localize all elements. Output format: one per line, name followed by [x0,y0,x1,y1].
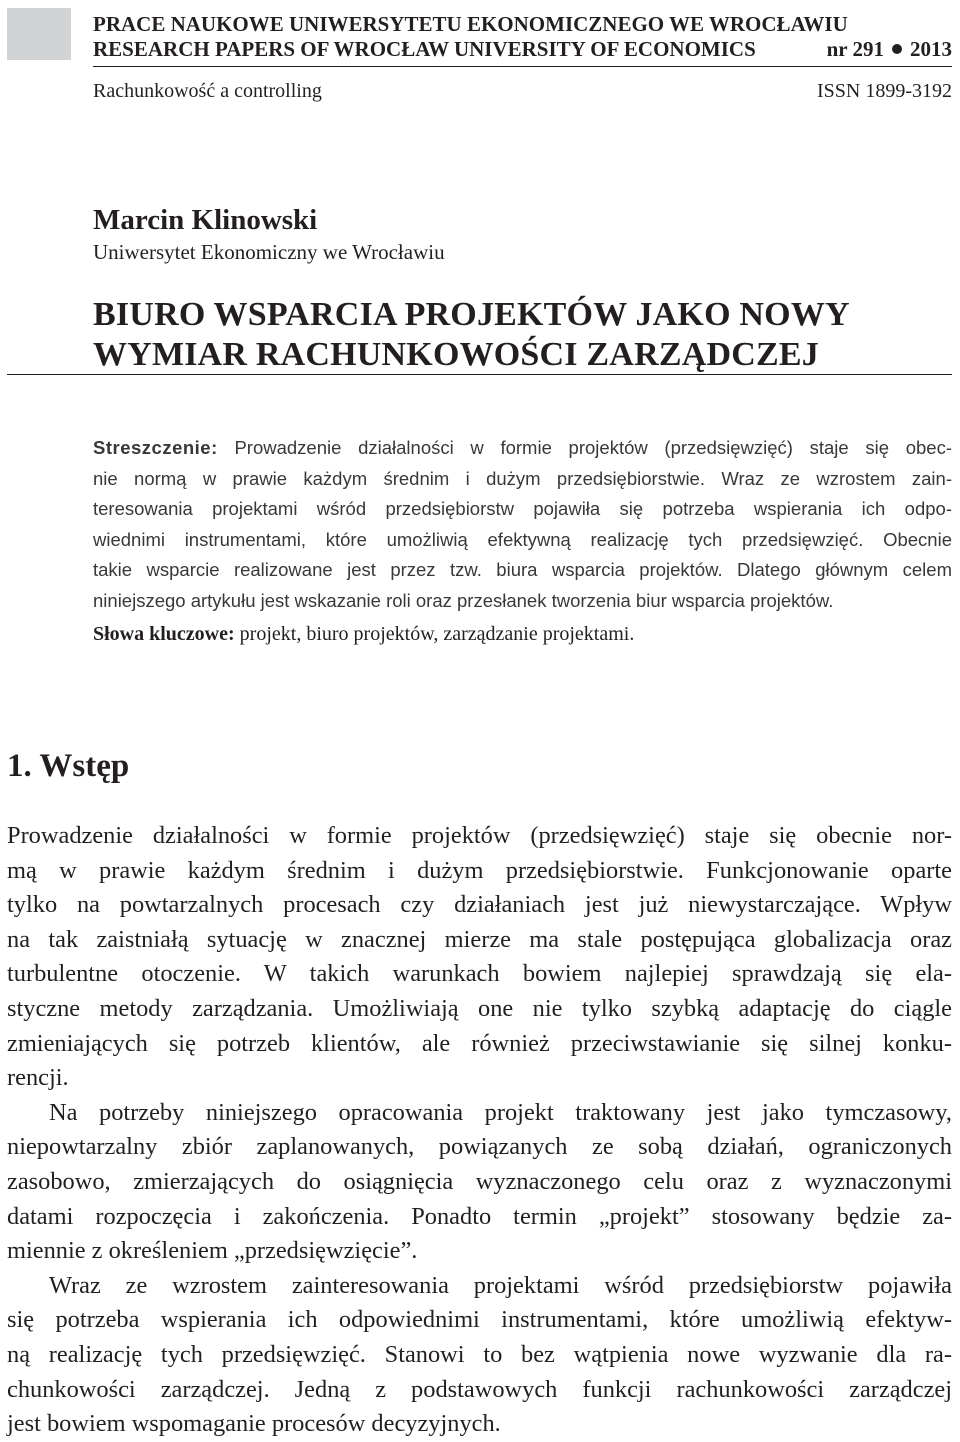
abstract-line: nie normą w prawie każdym średnim i dużym przedsiębiorstwie. Wraz ze wzrostem zain- [93,467,952,489]
keywords-label: Słowa kluczowe: [93,623,235,645]
author-name: Marcin Klinowski [93,204,318,236]
body-line: miennie z określeniem „przedsięwzięcie”. [7,1237,418,1265]
body-line: Prowadzenie działalności w formie projektów (przedsięwzięć) staje się obecnie nor- [7,822,952,849]
bullet-dot-icon [892,44,902,54]
section-body [7,819,952,1442]
author-affiliation: Uniwersytet Ekonomiczny we Wrocławiu [93,240,445,264]
keywords-text: projekt, biuro projektów, zarządzanie projektami. [239,623,635,645]
body-line: zasobowo, zmierzających do osiągnięcia wyznaczonego celu oraz z wyznaczonymi [7,1167,952,1195]
issn: ISSN 1899-3192 [816,80,952,102]
body-line: Na potrzeby niniejszego opracowania projekt traktowany jest jako tymczasowy, [49,1098,952,1126]
title-line-2: WYMIAR RACHUNKOWOŚCI ZARZĄDCZEJ [93,336,819,373]
issue-info [827,37,952,61]
journal-name-pl: PRACE NAUKOWE UNIWERSYTETU EKONOMICZNEGO WE WROCŁAWIU [93,12,848,36]
body-line: ną realizację tych przedsięwzięć. Stanowi to bez wątpienia nowe wyzwanie dla ra- [7,1340,952,1368]
body-line: styczne metody zarządzania. Umożliwiają one nie tylko szybką adaptację do ciągle [7,994,952,1022]
keywords [93,620,634,648]
body-line: rencji. [7,1064,69,1092]
paragraph-1 [7,819,952,1096]
body-line: chunkowości zarządczej. Jedną z podstawowych funkcji rachunkowości zarządczej [7,1375,952,1403]
abstract-line: wiednimi instrumentami, które umożliwią efektywną realizację tych przedsięwzięć. Obecnie [93,528,952,550]
journal-name-en: RESEARCH PAPERS OF WROCŁAW UNIVERSITY OF ECONOMICS [93,37,756,61]
body-line: jest bowiem wspomaganie procesów decyzyjnych. [7,1410,501,1438]
abstract [93,433,952,616]
body-line: zmieniających się potrzeb klientów, ale również przeciwstawianie się silnej konku- [7,1029,952,1057]
body-line: niepowtarzalny zbiór zaplanowanych, powiązanych ze sobą działań, ograniczonych [7,1133,952,1161]
title-line-1: BIURO WSPARCIA PROJEKTÓW JAKO NOWY [93,296,850,333]
body-line: turbulentne otoczenie. W takich warunkach bowiem najlepiej sprawdzają się ela- [7,960,952,988]
body-line: się potrzeba wspierania ich odpowiednimi instrumentami, które umożliwią efektyw- [7,1306,952,1334]
issue-number: nr 291 [826,37,884,61]
section-heading: 1. Wstęp [7,748,130,784]
article-title [93,295,850,375]
body-line: Wraz ze wzrostem zainteresowania projektami wśród przedsiębiorstw pojawiła [49,1271,952,1299]
body-line: na tak zaistniałą sytuację w znacznej mierze ma stale postępująca globalizacja oraz [7,925,952,953]
body-line: datami rozpoczęcia i zakończenia. Ponadto termin „projekt” stosowany będzie za- [7,1202,952,1230]
abstract-label: Streszczenie: [93,437,218,458]
abstract-line: niniejszego artykułu jest wskazanie roli oraz przesłanek tworzenia biur wsparcia projektów. [93,589,834,611]
body-line: mą w prawie każdym średnim i dużym przedsiębiorstwie. Funkcjonowanie oparte [7,856,952,884]
body-line: tylko na powtarzalnych procesach czy działaniach jest już niewystarczające. Wpływ [7,891,952,919]
abstract-line: Prowadzenie działalności w formie projektów (przedsięwzięć) staje się obec- [234,437,953,458]
series-name: Rachunkowość a controlling [93,80,322,102]
paragraph-2 [7,1096,952,1269]
header-gray-box [7,8,71,60]
abstract-line: teresowania projektami wśród przedsiębiorstw pojawiła się potrzeba wspierania ich odpo- [93,498,952,519]
title-rule [7,374,952,375]
abstract-line: takie wsparcie realizowane jest przez tzw. biura wsparcia projektów. Dlatego głównym celem [93,559,952,580]
paragraph-3 [7,1269,952,1442]
issue-year: 2013 [910,37,952,61]
header-rule [93,66,952,67]
